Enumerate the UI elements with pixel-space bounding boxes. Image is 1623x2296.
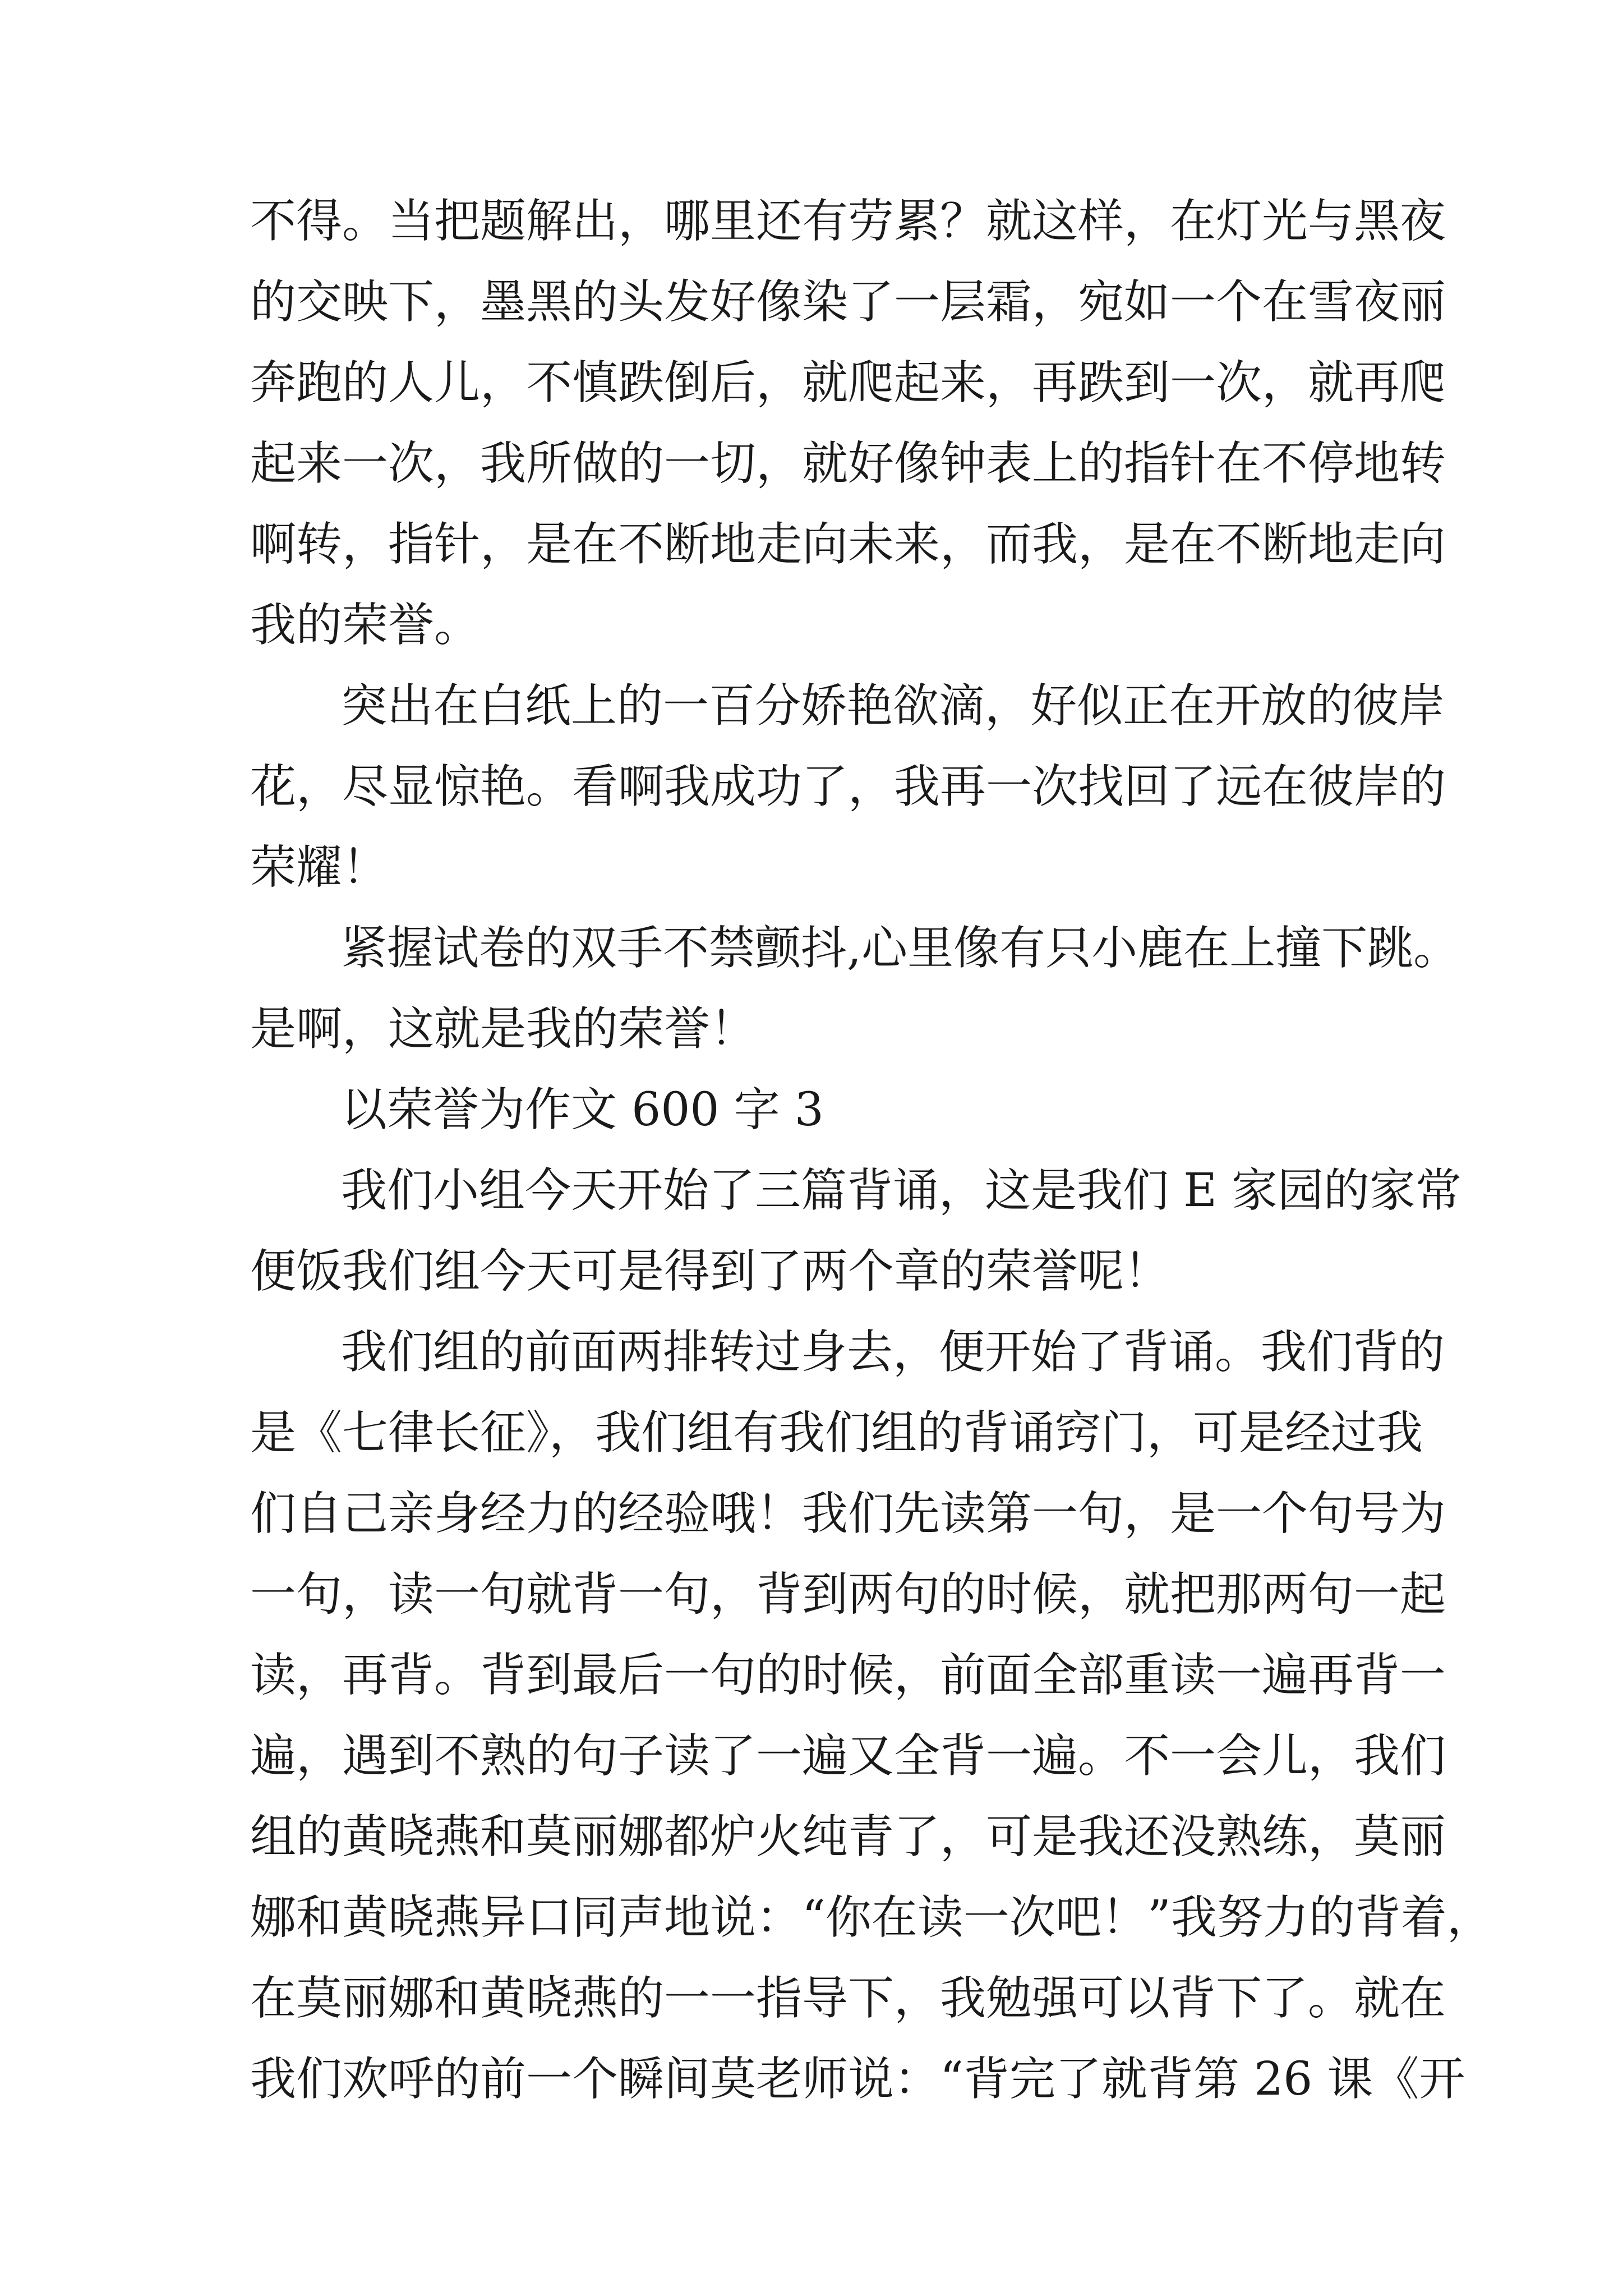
text-line-5: 啊转，指针，是在不断地走向未来，而我，是在不断地走向	[250, 518, 1446, 571]
text-line-1: 不得。当把题解出，哪里还有劳累？就这样，在灯光与黑夜	[250, 195, 1446, 248]
text-line-18: 一句，读一句就背一句，背到两句的时候，就把那两句一起	[250, 1568, 1446, 1621]
text-line-17: 们自己亲身经力的经验哦！我们先读第一句，是一个句号为	[250, 1487, 1446, 1540]
text-line-4: 起来一次，我所做的一切，就好像钟表上的指针在不停地转	[250, 437, 1446, 490]
text-line-22: 娜和黄晓燕异口同声地说：“你在读一次吧！”我努力的背着，	[250, 1891, 1493, 1944]
text-line-3: 奔跑的人儿，不慎跌倒后，就爬起来，再跌到一次，就再爬	[250, 356, 1446, 409]
text-line-21: 组的黄晓燕和莫丽娜都炉火纯青了，可是我还没熟练，莫丽	[250, 1810, 1446, 1864]
text-line-20: 遍，遇到不熟的句子读了一遍又全背一遍。不一会儿，我们	[250, 1729, 1446, 1783]
section-heading: 以荣誉为作文 600 字 3	[341, 1083, 824, 1137]
text-line-16: 是《七律长征》，我们组有我们组的背诵窍门，可是经过我	[250, 1406, 1423, 1460]
text-line-10: 紧握试卷的双手不禁颤抖,心里像有只小鹿在上撞下跳。	[341, 922, 1460, 975]
text-line-11: 是啊，这就是我的荣誉！	[250, 1002, 757, 1056]
text-line-9: 荣耀！	[250, 841, 389, 894]
text-line-15: 我们组的前面两排转过身去，便开始了背诵。我们背的	[341, 1326, 1445, 1379]
text-line-7: 突出在白纸上的一百分娇艳欲滴，好似正在开放的彼岸	[341, 679, 1445, 733]
text-line-8: 花，尽显惊艳。看啊我成功了，我再一次找回了远在彼岸的	[250, 760, 1446, 813]
text-line-13: 我们小组今天开始了三篇背诵，这是我们 E 家园的家常	[341, 1164, 1461, 1217]
text-line-24: 我们欢呼的前一个瞬间莫老师说：“背完了就背第 26 课《开	[250, 2053, 1465, 2106]
text-line-2: 的交映下，墨黑的头发好像染了一层霜，宛如一个在雪夜丽	[250, 275, 1446, 329]
text-line-23: 在莫丽娜和黄晓燕的一一指导下，我勉强可以背下了。就在	[250, 1972, 1446, 2025]
text-line-14: 便饭我们组今天可是得到了两个章的荣誉呢！	[250, 1245, 1170, 1298]
text-line-19: 读，再背。背到最后一句的时候，前面全部重读一遍再背一	[250, 1649, 1446, 1702]
text-line-6: 我的荣誉。	[250, 599, 481, 652]
